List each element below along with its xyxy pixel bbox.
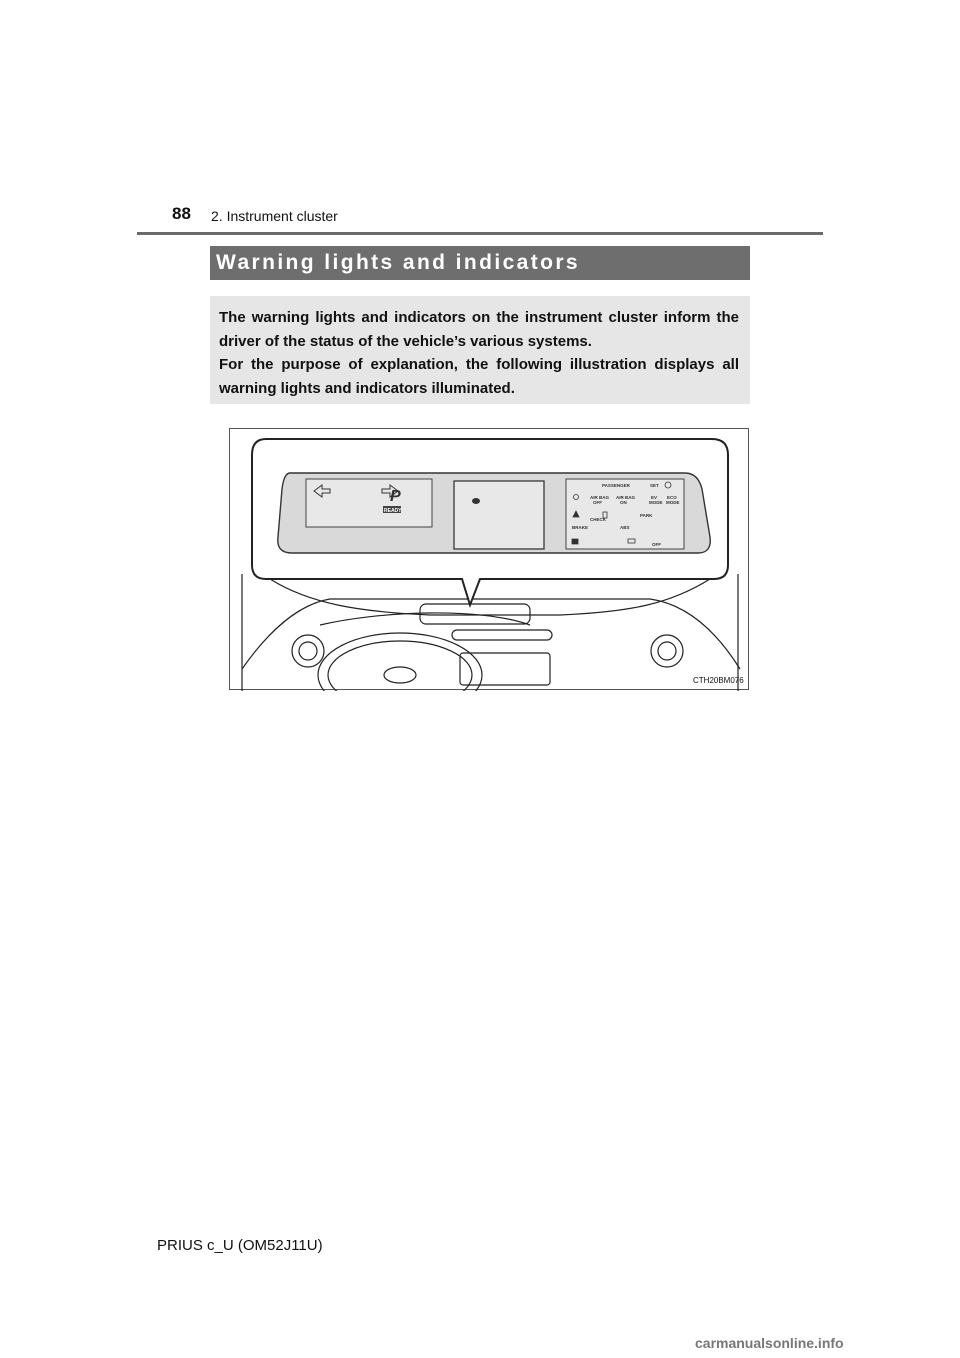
- page-number: 88: [172, 204, 191, 223]
- figure-code: CTH20BM076: [693, 676, 744, 685]
- off-label: OFF: [652, 542, 661, 547]
- master-warning-icon: [472, 498, 480, 504]
- airbag-on-label-bottom: ON: [620, 500, 627, 505]
- airbag-off-label-bottom: OFF: [593, 500, 602, 505]
- ev-mode-label-bottom: MODE: [649, 500, 663, 505]
- check-label: CHECK: [590, 517, 607, 522]
- passenger-label: PASSENGER: [602, 483, 630, 488]
- intro-paragraph-2: For the purpose of explanation, the following illustration displays all warning lights and indicators illuminated.: [219, 356, 739, 397]
- park-label: PARK: [640, 513, 653, 518]
- header-rule: [137, 232, 823, 235]
- ready-label: READY: [384, 508, 402, 514]
- left-display: [306, 479, 432, 527]
- set-label: SET: [650, 483, 659, 488]
- dashboard-drawing: [242, 574, 740, 691]
- cluster-drawing: [230, 429, 750, 691]
- center-display: [454, 481, 544, 549]
- section-title: Warning lights and indicators: [216, 251, 580, 274]
- intro-paragraph-1: The warning lights and indicators on the instrument cluster inform the driver of the status of the vehicle’s various systems.: [219, 309, 739, 350]
- abs-label: ABS: [620, 525, 630, 530]
- footer-model: PRIUS c_U (OM52J11U): [157, 1237, 323, 1254]
- headlight-icon: [572, 539, 578, 544]
- airbag-off-label-top: AIR BAG: [590, 495, 609, 500]
- watermark: carmanualsonline.info: [695, 1335, 844, 1351]
- airbag-on-label-top: AIR BAG: [616, 495, 635, 500]
- brake-label: BRAKE: [572, 525, 589, 530]
- ev-mode-label-top: EV: [651, 495, 658, 500]
- indicator-panel: [566, 479, 684, 549]
- cluster-illustration: [229, 428, 749, 690]
- chapter-title: 2. Instrument cluster: [211, 208, 338, 224]
- shift-position-p-icon: P: [390, 488, 401, 505]
- eco-mode-label-bottom: MODE: [666, 500, 680, 505]
- eco-mode-label-top: ECO: [667, 495, 677, 500]
